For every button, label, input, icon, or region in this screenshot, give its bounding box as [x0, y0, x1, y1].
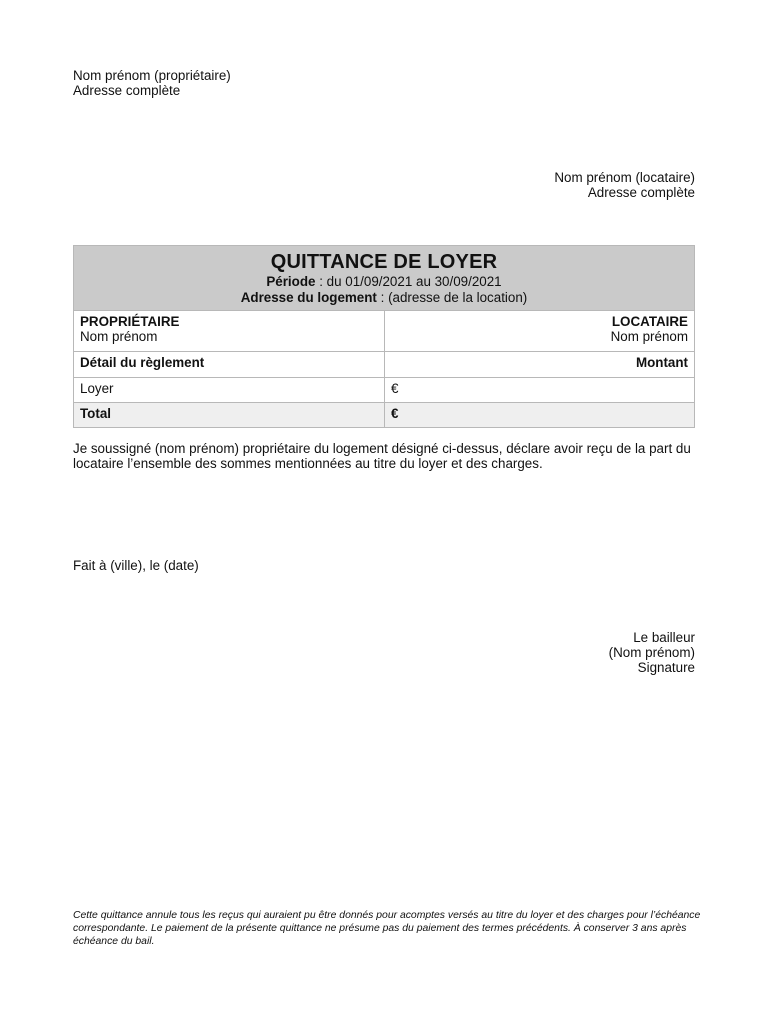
- period-separator: :: [315, 274, 327, 289]
- signature-role: Le bailleur: [633, 630, 695, 645]
- declaration-text: Je soussigné (nom prénom) propriétaire du logement désigné ci-dessus, déclare avoir reçu de la part du locataire l’ensemble des sommes mentionnées au titre du loyer et des charges.: [73, 441, 691, 471]
- amount-heading: Montant: [385, 352, 695, 378]
- rent-label: Loyer: [74, 378, 385, 403]
- place-date: Fait à (ville), le (date): [73, 558, 199, 573]
- period-label: Période: [266, 274, 316, 289]
- total-row: [74, 403, 695, 428]
- parties-row: [74, 311, 695, 352]
- tenant-address: Adresse complète: [587, 185, 695, 200]
- tenant-heading: LOCATAIRE: [611, 314, 688, 329]
- footer-note: Cette quittance annule tous les reçus qui auraient pu être donnés pour acomptes versés au titre du loyer et des charges pour l’échéance correspondante. Le paiement de la présente quittance ne présume pas du paiement des termes précédents. À conserver 3 ans après échéance du bail.: [73, 910, 701, 947]
- tenant-cell-name: Nom prénom: [610, 329, 688, 344]
- tenant-cell: [385, 311, 695, 352]
- owner-name: Nom prénom (propriétaire): [73, 68, 231, 83]
- receipt-title: QUITTANCE DE LOYER: [270, 251, 498, 273]
- receipt-address: [80, 290, 688, 306]
- owner-address: Adresse complète: [73, 83, 181, 98]
- total-label: Total: [74, 403, 385, 428]
- period-value: du 01/09/2021 au 30/09/2021: [326, 274, 502, 289]
- tenant-name: Nom prénom (locataire): [554, 170, 695, 185]
- detail-header-row: [74, 352, 695, 378]
- signature-block: [609, 630, 695, 675]
- tenant-address-block: [554, 170, 695, 200]
- receipt-period: [80, 274, 688, 290]
- receipt-table: [73, 245, 695, 428]
- rent-row: [74, 378, 695, 403]
- address-value: (adresse de la location): [388, 290, 528, 305]
- signature-name: (Nom prénom): [608, 645, 695, 660]
- owner-cell: [74, 311, 385, 352]
- receipt-header: [74, 246, 695, 311]
- signature-label: Signature: [637, 660, 695, 675]
- rent-amount: €: [385, 378, 695, 403]
- owner-cell-name: Nom prénom: [80, 329, 158, 344]
- address-label: Adresse du logement: [240, 290, 377, 305]
- owner-address-block: [73, 68, 231, 98]
- address-separator: :: [376, 290, 389, 305]
- total-amount: €: [385, 403, 695, 428]
- owner-heading: PROPRIÉTAIRE: [80, 314, 180, 329]
- detail-heading: Détail du règlement: [74, 352, 385, 378]
